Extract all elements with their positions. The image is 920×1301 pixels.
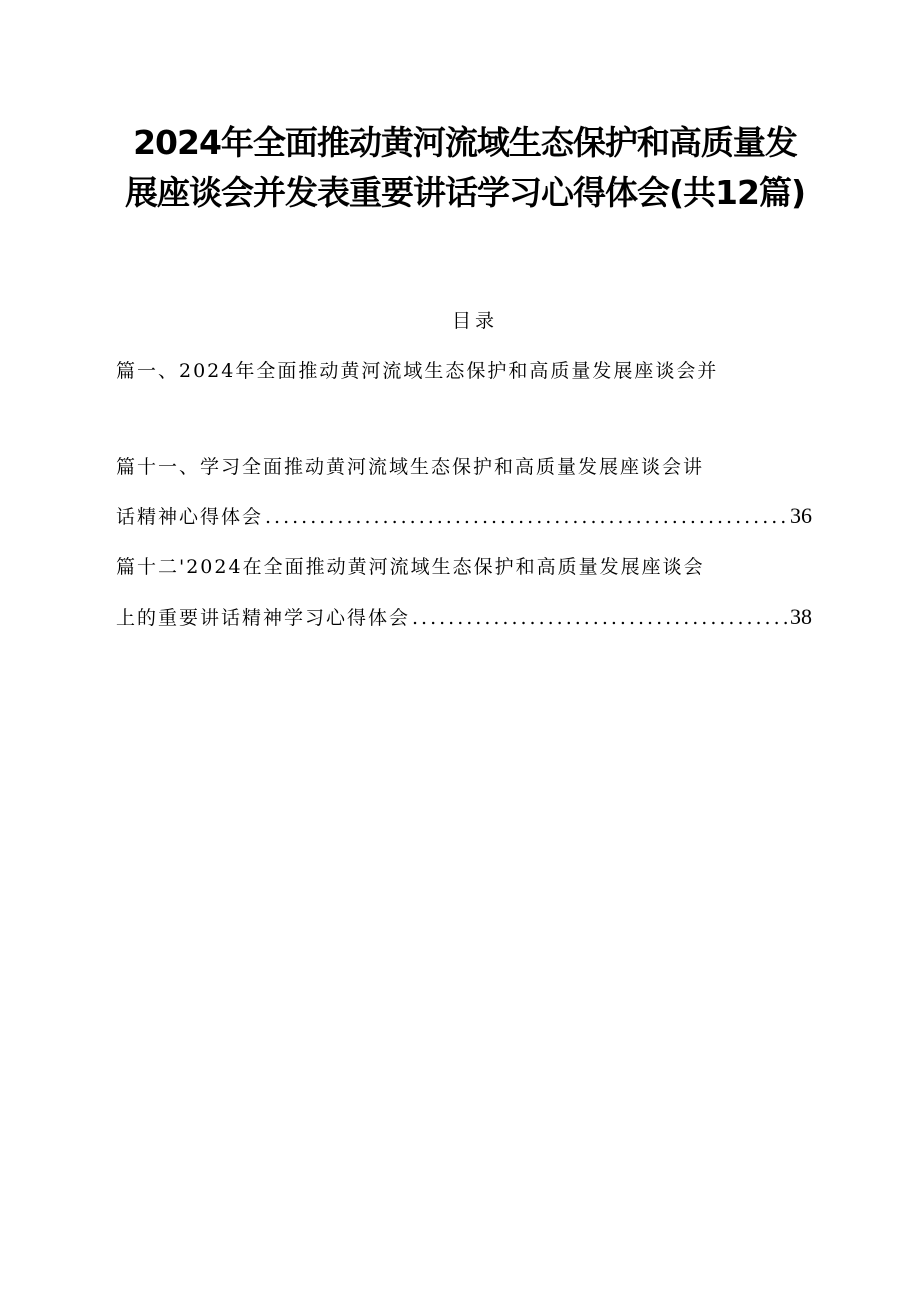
dot-leader [265,502,788,532]
dot-leader [412,603,788,633]
toc-entry-12-line-1[interactable] [116,552,812,582]
toc-heading: 目录 [451,310,498,332]
toc-page-number: 38 [790,604,812,629]
toc-entry-11-line-2[interactable] [116,501,812,532]
document-title: 2024年全面推动黄河流域生态保护和高质量发展座谈会并发表重要讲话学习心得体会(共12篇) [124,123,806,212]
toc-page-number: 36 [790,503,812,528]
toc-entry-11-line-1[interactable] [116,452,812,482]
toc-entry-text: 篇一、2024年全面推动黄河流域生态保护和高质量发展座谈会并 [116,360,719,382]
toc-entry-12-line-2[interactable] [116,602,812,633]
toc-entry-text: 篇十一、学习全面推动黄河流域生态保护和高质量发展座谈会讲 [116,456,705,478]
toc-entry-1[interactable] [116,356,812,386]
toc-entry-text: 话精神心得体会 [116,506,264,528]
toc-entry-text: 篇十二'2024在全面推动黄河流域生态保护和高质量发展座谈会 [116,556,705,578]
toc-entry-text: 上的重要讲话精神学习心得体会 [116,607,411,629]
